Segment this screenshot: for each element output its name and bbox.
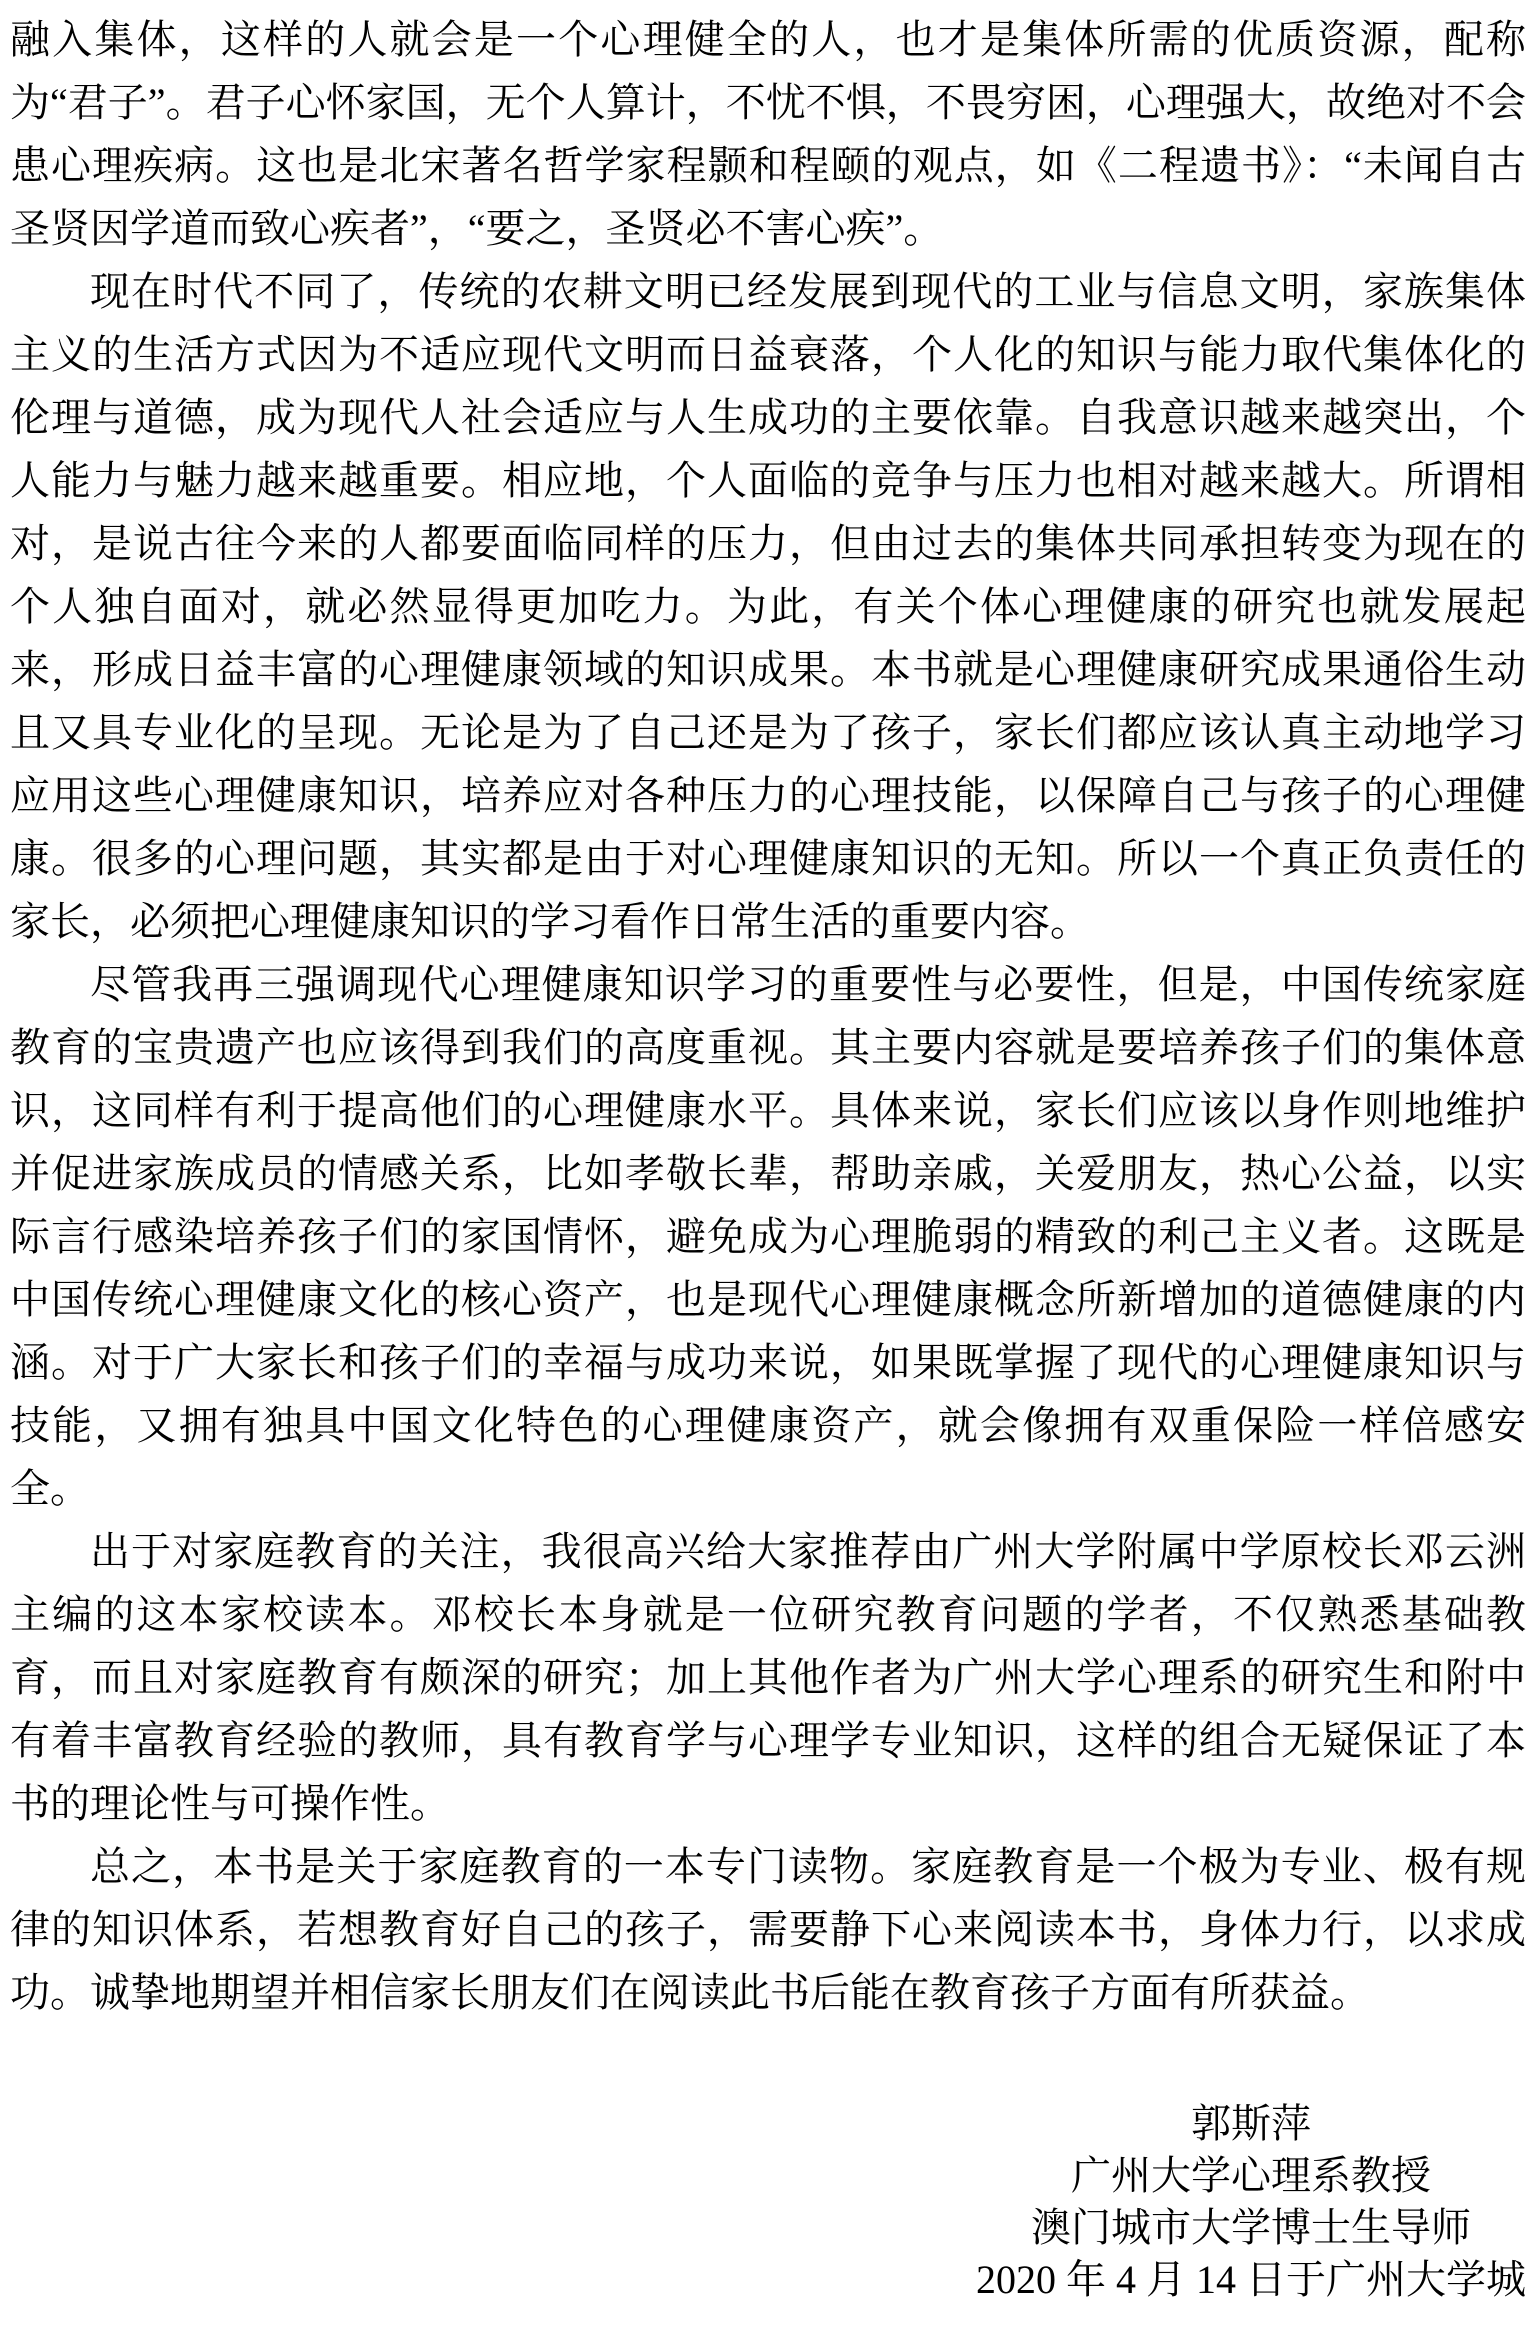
signature-author: 郭斯萍 <box>1191 2101 1311 2146</box>
body-paragraph-5: 总之，本书是关于家庭教育的一本专门读物。家庭教育是一个极为专业、极有规律的知识体系，若想教育好自己的孩子，需要静下心来阅读本书，身体力行，以求成功。诚挚地期望并相信家长朋友们在阅读此书后能在教育孩子方面有所获益。 <box>10 1844 1526 2015</box>
body-paragraph-2: 现在时代不同了，传统的农耕文明已经发展到现代的工业与信息文明，家族集体主义的生活方式因为不适应现代文明而日益衰落，个人化的知识与能力取代集体化的伦理与道德，成为现代人社会适应与人生成功的主要依靠。自我意识越来越突出，个人能力与魅力越来越重要。相应地，个人面临的竞争与压力也相对越来越大。所谓相对，是说古往今来的人都要面临同样的压力，但由过去的集体共同承担转变为现在的个人独自面对，就必然显得更加吃力。为此，有关个体心理健康的研究也就发展起来，形成日益丰富的心理健康领域的知识成果。本书就是心理健康研究成果通俗生动且又具专业化的呈现。无论是为了自己还是为了孩子，家长们都应该认真主动地学习应用这些心理健康知识，培养应对各种压力的心理技能，以保障自己与孩子的心理健康。很多的心理问题，其实都是由于对心理健康知识的无知。所以一个真正负责任的家长，必须把心理健康知识的学习看作日常生活的重要内容。 <box>10 269 1526 944</box>
signature-date: 2020 年 4 月 14 日于广州大学城 <box>976 2257 1526 2302</box>
body-paragraph-3: 尽管我再三强调现代心理健康知识学习的重要性与必要性，但是，中国传统家庭教育的宝贵遗产也应该得到我们的高度重视。其主要内容就是要培养孩子们的集体意识，这同样有利于提高他们的心理健康水平。具体来说，家长们应该以身作则地维护并促进家族成员的情感关系，比如孝敬长辈，帮助亲戚，关爱朋友，热心公益，以实际言行感染培养孩子们的家国情怀，避免成为心理脆弱的精致的利己主义者。这既是中国传统心理健康文化的核心资产，也是现代心理健康概念所新增加的道德健康的内涵。对于广大家长和孩子们的幸福与成功来说，如果既掌握了现代的心理健康知识与技能，又拥有独具中国文化特色的心理健康资产，就会像拥有双重保险一样倍感安全。 <box>10 962 1526 1511</box>
body-paragraph-4: 出于对家庭教育的关注，我很高兴给大家推荐由广州大学附属中学原校长邓云洲主编的这本家校读本。邓校长本身就是一位研究教育问题的学者，不仅熟悉基础教育，而且对家庭教育有颇深的研究；加上其他作者为广州大学心理系的研究生和附中有着丰富教育经验的教师，具有教育学与心理学专业知识，这样的组合无疑保证了本书的理论性与可操作性。 <box>10 1529 1526 1826</box>
signature-affiliation-supervisor: 澳门城市大学博士生导师 <box>1031 2205 1471 2250</box>
signature-affiliation-professor: 广州大学心理系教授 <box>1071 2153 1431 2198</box>
signature-block <box>976 2098 1526 2306</box>
body-paragraph-1: 融入集体，这样的人就会是一个心理健全的人，也才是集体所需的优质资源，配称为“君子”。君子心怀家国，无个人算计，不忧不惧，不畏穷困，心理强大，故绝对不会患心理疾病。这也是北宋著名哲学家程颢和程颐的观点，如《二程遗书》：“未闻自古圣贤因学道而致心疾者”，“要之，圣贤必不害心疾”。 <box>10 17 1526 251</box>
